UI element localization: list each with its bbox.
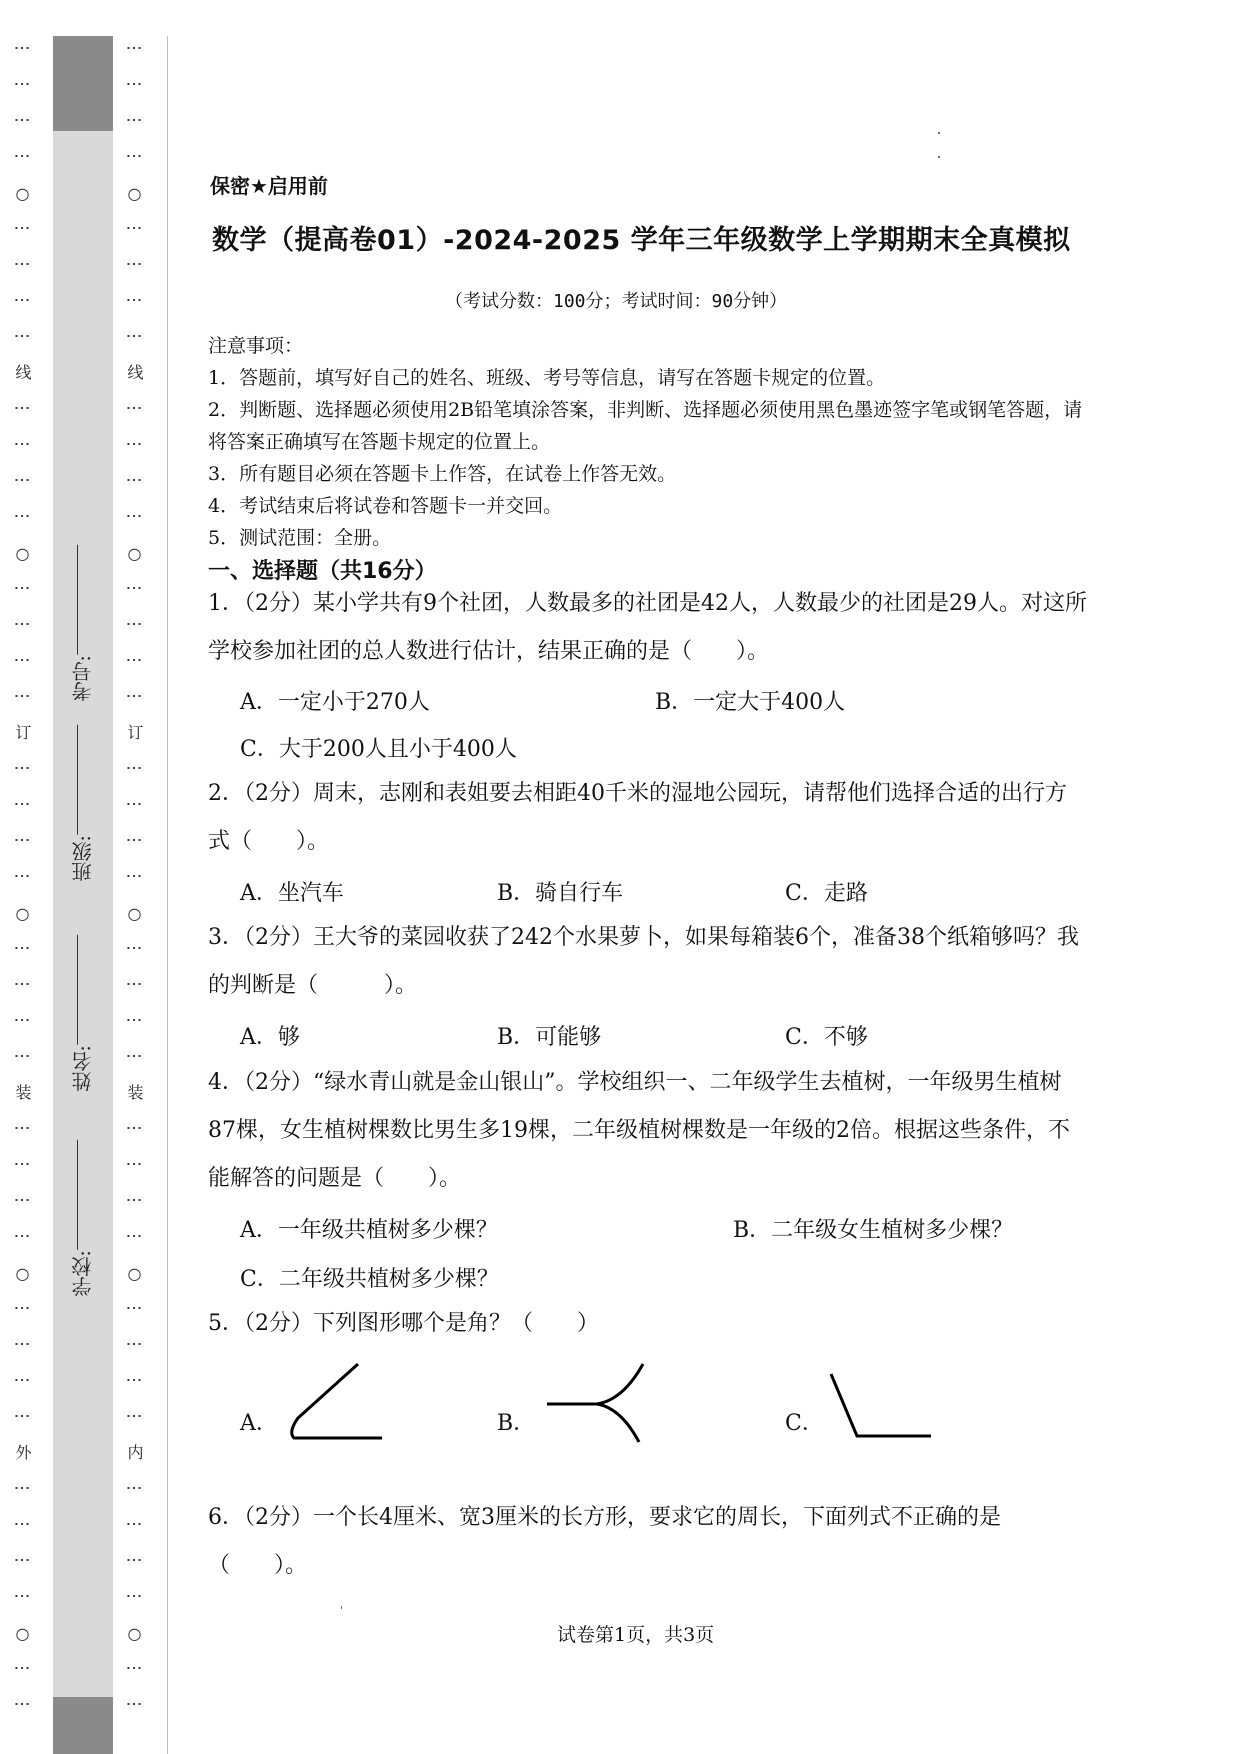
- q5-option-b[interactable]: B．: [497, 1411, 536, 1436]
- seal-char-zhuang-inner: 装: [125, 1084, 144, 1100]
- q5-figure-b: [545, 1360, 655, 1445]
- question-1: 1．（2分）某小学共有9个社团，人数最多的社团是42人，人数最少的社团是29人。对这所学校参加社团的总人数进行估计，结果正确的是（ ）。: [208, 591, 1087, 664]
- question-6: 6．（2分）一个长4厘米、宽3厘米的长方形，要求它的周长，下面列式不正确的是（ ）。: [208, 1505, 1001, 1578]
- q1-option-a[interactable]: A．一定小于270人: [240, 690, 430, 715]
- section-title: 一、选择题（共16分）: [208, 559, 437, 584]
- seal-char-xian-inner: 线: [125, 364, 144, 380]
- q2-option-c[interactable]: C．走路: [785, 881, 868, 906]
- q3-option-b[interactable]: B．可能够: [497, 1025, 602, 1050]
- class-field[interactable]: [68, 725, 97, 882]
- instruction-item: 1．答题前，填写好自己的姓名、班级、考号等信息，请写在答题卡规定的位置。: [208, 367, 886, 389]
- seal-char-zhuang-outer: 装: [13, 1084, 32, 1100]
- page-footer: 试卷第1页，共3页: [557, 1624, 715, 1646]
- seal-char-ding-inner: 订: [125, 724, 144, 740]
- binding-gray-cap-top: [53, 36, 113, 131]
- instructions: [208, 330, 1088, 554]
- binding-gray-strip: [53, 36, 113, 1754]
- q2-option-a[interactable]: A．坐汽车: [240, 881, 344, 906]
- school-label: 学校:: [71, 1250, 95, 1297]
- binding-border-line: [167, 36, 168, 1754]
- instructions-heading: 注意事项：: [208, 335, 304, 357]
- confidential-label: 保密★启用前: [210, 174, 328, 198]
- name-field[interactable]: [68, 935, 97, 1092]
- q5-option-a[interactable]: A．: [240, 1411, 278, 1436]
- question-3: 3．（2分）王大爷的菜园收获了242个水果萝卜，如果每箱装6个，准备38个纸箱够吗？我的判断是（ ）。: [208, 925, 1079, 998]
- binding-gray-cap-bottom: [53, 1697, 113, 1754]
- class-label: 班级:: [71, 835, 95, 882]
- instruction-item: 2．判断题、选择题必须使用2B铅笔填涂答案，非判断、选择题必须使用黑色墨迹签字笔或钢笔答题，请将答案正确填写在答题卡规定的位置上。: [208, 399, 1083, 453]
- school-field[interactable]: [68, 1140, 97, 1297]
- exam-info: （考试分数：100分；考试时间：90分钟）: [445, 291, 788, 312]
- q3-option-a[interactable]: A．够: [240, 1025, 300, 1050]
- q4-option-b[interactable]: B．二年级女生植树多少棵？: [733, 1218, 1014, 1243]
- inner-label: 内: [125, 1444, 144, 1460]
- outer-dotted-column: ⋮ ⋮ ⋮ ⋮ ○ ⋮ ⋮ ⋮ ⋮ 线 ⋮ ⋮ ⋮ ⋮ ○ ⋮ ⋮ ⋮ ⋮ 订 ⋮ ⋮ ⋮ ⋮ ○ ⋮ ⋮ ⋮ ⋮ 装 ⋮ ⋮ ⋮ ⋮ ○ ⋮ ⋮ ⋮ ⋮ 外 ⋮ ⋮ ⋮ ⋮ ○ ⋮ ⋮: [12, 40, 32, 1754]
- q1-option-c[interactable]: C．大于200人且小于400人: [240, 737, 517, 762]
- question-4: 4．（2分）“绿水青山就是金山银山”。学校组织一、二年级学生去植树，一年级男生植树87棵，女生植树棵数比男生多19棵，二年级植树棵数是一年级的2倍。根据这些条件，不能解答的问题是（ ）。: [208, 1070, 1070, 1191]
- q5-option-c[interactable]: C．: [785, 1411, 824, 1436]
- binding-margin: [0, 0, 168, 1754]
- q4-option-c[interactable]: C．二年级共植树多少棵？: [240, 1267, 499, 1292]
- seal-char-xian-outer: 线: [13, 364, 32, 380]
- outer-label: 外: [13, 1444, 32, 1460]
- q1-option-b[interactable]: B．一定大于400人: [655, 690, 846, 715]
- q3-option-c[interactable]: C．不够: [785, 1025, 868, 1050]
- q2-option-b[interactable]: B．骑自行车: [497, 881, 624, 906]
- name-label: 姓名:: [71, 1045, 95, 1092]
- instruction-item: 3．所有题目必须在答题卡上作答，在试卷上作答无效。: [208, 463, 677, 485]
- seal-char-ding-outer: 订: [13, 724, 32, 740]
- q5-figure-c: [825, 1370, 935, 1450]
- exam-number-label: 考号:: [71, 655, 95, 702]
- instruction-item: 4．考试结束后将试卷和答题卡一并交回。: [208, 495, 563, 517]
- exam-number-field[interactable]: [68, 545, 97, 702]
- q4-option-a[interactable]: A．一年级共植树多少棵？: [240, 1218, 498, 1243]
- question-2: 2．（2分）周末，志刚和表姐要去相距40千米的湿地公园玩，请帮他们选择合适的出行方式（ ）。: [208, 781, 1067, 854]
- instruction-item: 5．测试范围：全册。: [208, 527, 392, 549]
- question-5: 5．（2分）下列图形哪个是角？（ ）: [208, 1311, 599, 1336]
- inner-dotted-column: ⋮ ⋮ ⋮ ⋮ ○ ⋮ ⋮ ⋮ ⋮ 线 ⋮ ⋮ ⋮ ⋮ ○ ⋮ ⋮ ⋮ ⋮ 订 ⋮ ⋮ ⋮ ⋮ ○ ⋮ ⋮ ⋮ ⋮ 装 ⋮ ⋮ ⋮ ⋮ ○ ⋮ ⋮ ⋮ ⋮ 内 ⋮ ⋮ ⋮ ⋮ ○ ⋮ ⋮: [124, 40, 144, 1754]
- page-title: 数学（提高卷01）-2024-2025 学年三年级数学上学期期末全真模拟: [212, 225, 1071, 256]
- q5-figure-a: [280, 1360, 390, 1445]
